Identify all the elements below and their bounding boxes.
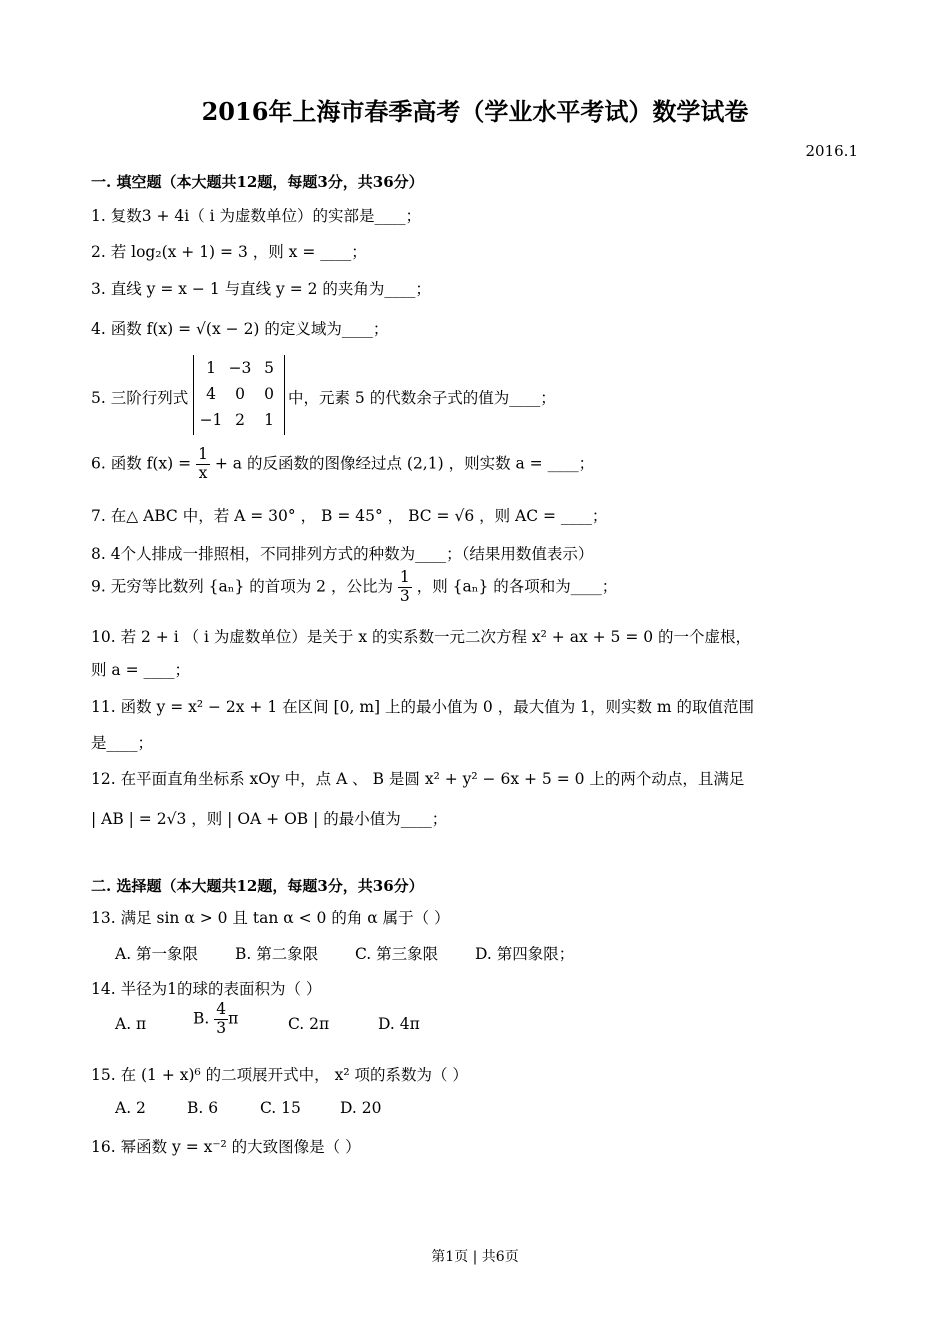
- question-7: 7. 在△ ABC 中，若 A = 30° ， B = 45° ， BC = √6 ，则 AC = ____；: [91, 507, 608, 525]
- option-c: C. 第三象限: [355, 945, 439, 963]
- question-5-suffix: 中，元素 5 的代数余子式的值为____；: [288, 389, 556, 407]
- matrix-cell: 1: [264, 411, 274, 429]
- matrix-cell: 4: [206, 385, 216, 403]
- fraction: [398, 569, 412, 606]
- matrix-cell: 0: [235, 385, 245, 403]
- option-c: C. 2π: [288, 1015, 330, 1033]
- page-title: 2016年上海市春季高考（学业水平考试）数学试卷: [201, 97, 749, 126]
- question-6: [91, 446, 594, 483]
- question-5-prefix: 5. 三阶行列式: [91, 389, 189, 407]
- fraction-numerator: 1: [198, 445, 208, 463]
- question-9-suffix: ，则 {aₙ} 的各项和为____；: [416, 577, 618, 596]
- fraction-numerator: 4: [216, 1000, 227, 1018]
- matrix-cell: 2: [235, 411, 245, 429]
- question-9-prefix: 9. 无穷等比数列 {aₙ} 的首项为 2 ，公比为: [91, 577, 393, 596]
- question-1: 1. 复数3 + 4i（ i 为虚数单位）的实部是____；: [91, 207, 422, 225]
- fraction-denominator: x: [198, 463, 208, 482]
- question-3: 3. 直线 y = x − 1 与直线 y = 2 的夹角为____；: [91, 280, 431, 298]
- question-6-prefix: 6. 函数 f(x) =: [91, 454, 192, 473]
- question-6-suffix: + a 的反函数的图像经过点 (2,1) ，则实数 a = ____；: [214, 454, 595, 473]
- option-a: A. 第一象限: [115, 945, 199, 963]
- option-a: A. 2: [115, 1099, 146, 1117]
- option-d: D. 20: [340, 1099, 382, 1117]
- question-4: 4. 函数 f(x) = √(x − 2) 的定义域为____；: [91, 320, 389, 338]
- question-2: 2. 若 log₂(x + 1) = 3 ，则 x = ____；: [91, 243, 367, 261]
- fraction: [214, 1001, 228, 1038]
- option-b: B. 第二象限: [235, 945, 319, 963]
- question-12-line2: | AB | = 2√3 ，则 | OA + OB | 的最小值为____；: [91, 810, 448, 828]
- option-b: B. 6: [187, 1099, 219, 1117]
- option-b: [193, 1001, 238, 1038]
- page-footer: 第1页 | 共6页: [431, 1249, 519, 1265]
- question-11-line1: 11. 函数 y = x² − 2x + 1 在区间 [0, m] 上的最小值为 0 ，最大值为 1，则实数 m 的取值范围: [91, 698, 755, 716]
- option-b-pi: π: [228, 1009, 239, 1028]
- question-9: [91, 569, 617, 606]
- fraction: [196, 446, 210, 483]
- question-8: 8. 4个人排成一排照相，不同排列方式的种数为____；（结果用数值表示）: [91, 545, 594, 563]
- matrix-cell: −3: [228, 359, 252, 377]
- option-d: D. 4π: [378, 1015, 420, 1033]
- fraction-denominator: 3: [399, 586, 410, 605]
- matrix-cell: 5: [264, 359, 274, 377]
- option-c: C. 15: [260, 1099, 301, 1117]
- question-15: 15. 在 (1 + x)⁶ 的二项展开式中， x² 项的系数为（ ）: [91, 1066, 468, 1084]
- section-multiple-choice: 二. 选择题（本大题共12题，每题3分，共36分）: [91, 877, 424, 895]
- matrix-cell: 1: [206, 359, 216, 377]
- question-10-line2: 则 a = ____；: [91, 661, 191, 679]
- question-14: 14. 半径为1的球的表面积为（ ）: [91, 980, 322, 998]
- option-d: D. 第四象限；: [475, 945, 575, 963]
- question-16: 16. 幂函数 y = x⁻² 的大致图像是（ ）: [91, 1138, 361, 1156]
- question-13: 13. 满足 sin α > 0 且 tan α < 0 的角 α 属于（ ）: [91, 909, 450, 927]
- section-fill-blank: 一. 填空题（本大题共12题，每题3分，共36分）: [91, 173, 424, 191]
- matrix-cell: −1: [199, 411, 223, 429]
- question-11-line2: 是____；: [91, 734, 154, 752]
- exam-date: 2016.1: [805, 142, 858, 160]
- question-10-line1: 10. 若 2 + i （ i 为虚数单位）是关于 x 的实系数一元二次方程 x² + ax + 5 = 0 的一个虚根，: [91, 628, 752, 646]
- fraction-denominator: 3: [216, 1018, 227, 1037]
- option-b-label: B.: [193, 1009, 210, 1028]
- question-12-line1: 12. 在平面直角坐标系 xOy 中，点 A 、 B 是圆 x² + y² − 6x + 5 = 0 上的两个动点，且满足: [91, 770, 745, 788]
- matrix-cell: 0: [264, 385, 274, 403]
- determinant-matrix: [193, 355, 285, 435]
- fraction-numerator: 1: [399, 568, 410, 586]
- option-a: A. π: [115, 1015, 147, 1033]
